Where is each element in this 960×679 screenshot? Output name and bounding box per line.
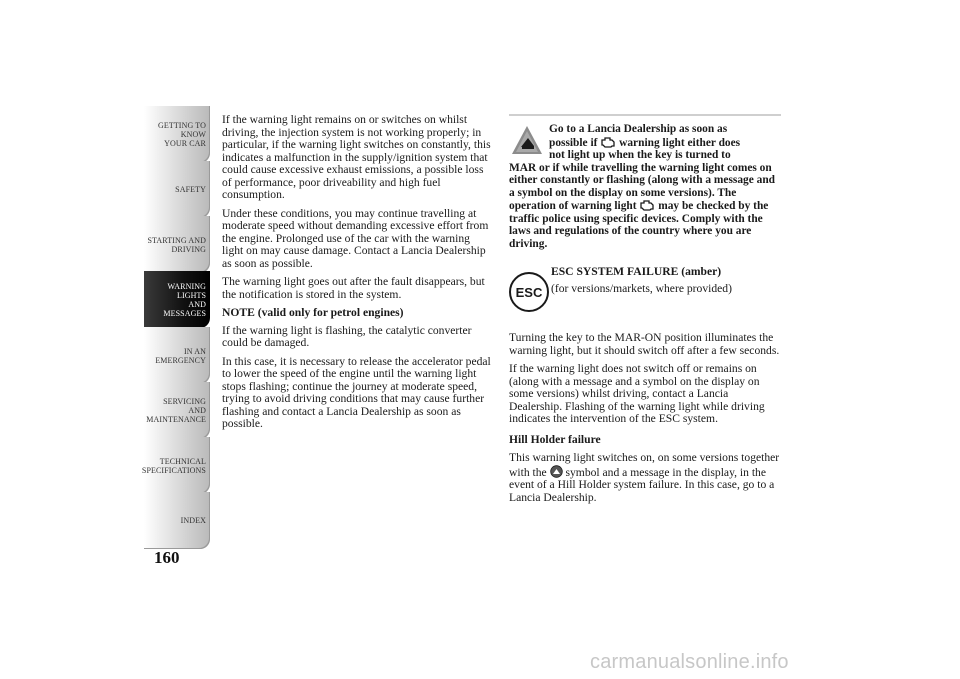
tab-label: SAFETY: [175, 185, 206, 194]
tab-index[interactable]: [144, 492, 210, 549]
right-column: [509, 114, 781, 510]
tab-label: IN AN EMERGENCY: [155, 346, 206, 365]
paragraph: Under these conditions, you may continue travelling at moderate speed without demanding excessive effort from the engine. Prolonged use of the car with the warning light on may cause damage. Contact a Lancia Dealership as soon as possible.: [222, 206, 489, 270]
paragraph: If the warning light does not switch off or remains on (along with a message and a symbol on the display on some versions) whilst driving, contact a Lancia Dealership. Flashing of the warning light while driving indicates the intervention of the ESC system.: [509, 362, 765, 425]
hill-holder-icon: [550, 465, 563, 478]
page-number: 160: [154, 548, 180, 567]
tab-label: SERVICING AND MAINTENANCE: [146, 397, 206, 424]
paragraph: If the warning light remains on or switches on whilst driving, the injection system is not working properly; in particular, if the warning light switches on constantly, this indicates a malfunction in the supply/ignition system that could cause excessive exhaust emissions, a possible loss of performance, poor driveability and high fuel consumption.: [222, 113, 491, 201]
esc-icon: [509, 272, 549, 312]
tab-getting-to-know[interactable]: [144, 106, 210, 163]
tab-label: STARTING AND DRIVING: [147, 235, 206, 254]
warning-line-part: possible if: [549, 136, 598, 149]
note-heading: NOTE (valid only for petrol engines): [222, 306, 404, 319]
paragraph: If the warning light is flashing, the catalytic converter could be damaged.: [222, 323, 472, 349]
tab-label: TECHNICAL SPECIFICATIONS: [141, 456, 206, 475]
warning-triangle-icon: [511, 124, 543, 156]
warning-line: Go to a Lancia Dealership as soon as: [549, 123, 728, 135]
esc-title: ESC SYSTEM FAILURE (amber): [551, 265, 722, 278]
warning-rest-part: may be checked by the traffic police using specific devices. Comply with the laws and regulations of the country where you are driving.: [509, 200, 769, 250]
warning-text: [509, 123, 781, 250]
hill-holder-section: [509, 434, 781, 505]
hill-holder-text: This warning light switches on, on some versions together with the: [509, 451, 780, 479]
tab-warning-lights[interactable]: [144, 271, 210, 328]
paragraph: In this case, it is necessary to release the accelerator pedal to lower the speed of the engine until the warning light stops flashing; continue the journey at moderate speed, trying to avoid driving conditions that may cause further flashing and contact a Lancia Dealership as soon as possible.: [222, 354, 491, 430]
tab-technical[interactable]: [141, 437, 210, 494]
paragraph: The warning light goes out after the fault disappears, but the notification is stored in the system.: [222, 275, 485, 301]
hill-holder-title: Hill Holder failure: [509, 432, 601, 446]
tab-label: GETTING TO KNOW YOUR CAR: [157, 121, 206, 148]
warning-line: not light up when the key is turned to: [549, 149, 731, 161]
warning-box: [509, 114, 781, 250]
left-column: [222, 114, 494, 437]
warning-line-part: warning light either does: [619, 136, 741, 149]
paragraph: Turning the key to the MAR-ON position illuminates the warning light, but it should switch off after a few seconds.: [509, 331, 780, 357]
esc-heading-block: [509, 266, 781, 332]
esc-icon-label: ESC: [515, 285, 543, 300]
warning-rest: [509, 162, 775, 250]
tab-safety[interactable]: [144, 161, 210, 218]
hill-holder-text: symbol and a message in the display, in the event of a Hill Holder system failure. In this case, go to a Lancia Dealership.: [509, 465, 775, 504]
tab-label: INDEX: [180, 516, 206, 525]
tab-emergency[interactable]: [144, 327, 210, 384]
watermark: carmanualsonline.info: [590, 651, 789, 673]
esc-subtitle: (for versions/markets, where provided): [551, 282, 732, 295]
engine-icon: [600, 136, 616, 148]
warning-line: [509, 136, 781, 150]
warning-rest-part: MAR or if while travelling the warning light comes on either constantly or flashing (along with a message and a symbol on the display on some versions). The operation of warning light: [509, 161, 776, 212]
paragraph: [509, 452, 781, 504]
tab-servicing[interactable]: [144, 382, 210, 439]
engine-icon: [639, 199, 655, 211]
tab-starting-driving[interactable]: [144, 216, 210, 273]
tab-label: WARNING LIGHTS AND MESSAGES: [163, 281, 206, 318]
